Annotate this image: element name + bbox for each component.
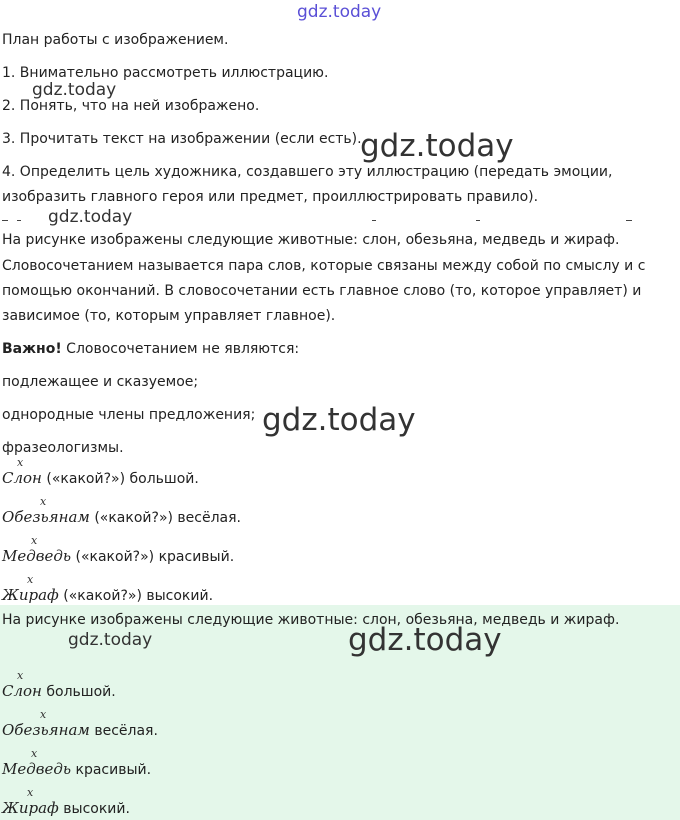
watermark: gdz.today [68, 630, 153, 650]
answer-adjective: высокий. [58, 801, 130, 817]
example-question: («какой?») красивый. [71, 549, 235, 565]
example-row [2, 585, 213, 606]
answer-animals: На рисунке изображены следующие животные: слон, обезьяна, медведь и жираф. [2, 612, 620, 628]
important-note [2, 339, 299, 359]
divider-dash [476, 220, 480, 221]
main-word-mark: x [17, 669, 24, 682]
main-word-mark: x [27, 786, 34, 799]
definition-line-2: помощью окончаний. В словосочетании есть главное слово (то, которое управляет) и [2, 283, 642, 299]
definition-line-3: зависимое (то, которым управляет главное). [2, 308, 336, 324]
example-noun: Медведь [2, 547, 72, 565]
main-word-mark: x [17, 456, 24, 469]
answer-noun: Слон [2, 682, 42, 700]
example-question: («какой?») большой. [41, 471, 199, 487]
plan-step-3: 3. Прочитать текст на изображении (если есть). [2, 131, 362, 147]
theory-animals: На рисунке изображены следующие животные: слон, обезьяна, медведь и жираф. [2, 232, 620, 248]
example-question: («какой?») весёлая. [89, 510, 241, 526]
important-label: Важно! [2, 341, 62, 357]
exclusion-item-1: подлежащее и сказуемое; [2, 374, 199, 390]
answer-row [2, 720, 158, 741]
definition-line-1: Словосочетанием называется пара слов, которые связаны между собой по смыслу и с [2, 258, 646, 274]
exclusion-item-2: однородные члены предложения; [2, 407, 256, 423]
example-row [2, 507, 241, 528]
plan-step-4-line-2: изобразить главного героя или предмет, проиллюстрировать правило). [2, 189, 539, 205]
watermark: gdz.today [348, 622, 502, 658]
plan-step-4-line-1: 4. Определить цель художника, создавшего эту иллюстрацию (передать эмоции, [2, 164, 613, 180]
plan-step-2: 2. Понять, что на ней изображено. [2, 98, 260, 114]
divider-dash [372, 220, 376, 221]
answer-adjective: красивый. [71, 762, 152, 778]
answer-noun: Обезьянам [2, 721, 90, 739]
main-word-mark: x [31, 534, 38, 547]
example-noun: Обезьянам [2, 508, 90, 526]
exclusion-item-3: фразеологизмы. [2, 440, 124, 456]
answer-noun: Жираф [2, 799, 59, 817]
watermark: gdz.today [48, 207, 133, 227]
example-noun: Жираф [2, 586, 59, 604]
main-word-mark: x [40, 708, 47, 721]
answer-row [2, 798, 130, 819]
watermark: gdz.today [360, 128, 514, 164]
important-text: Словосочетанием не являются: [61, 341, 300, 357]
plan-title: План работы с изображением. [2, 32, 229, 48]
answer-adjective: весёлая. [89, 723, 158, 739]
example-row [2, 468, 199, 489]
main-word-mark: x [31, 747, 38, 760]
answer-noun: Медведь [2, 760, 72, 778]
example-noun: Слон [2, 469, 42, 487]
divider-dash [626, 220, 632, 221]
example-question: («какой?») высокий. [58, 588, 214, 604]
example-row [2, 546, 234, 567]
divider-dash [17, 220, 21, 221]
main-word-mark: x [40, 495, 47, 508]
watermark: gdz.today [262, 402, 416, 438]
watermark: gdz.today [32, 80, 117, 100]
main-word-mark: x [27, 573, 34, 586]
answer-row [2, 681, 116, 702]
answer-row [2, 759, 151, 780]
answer-adjective: большой. [41, 684, 116, 700]
plan-step-1: 1. Внимательно рассмотреть иллюстрацию. [2, 65, 329, 81]
divider-dash [2, 220, 8, 221]
watermark-top: gdz.today [297, 2, 382, 22]
